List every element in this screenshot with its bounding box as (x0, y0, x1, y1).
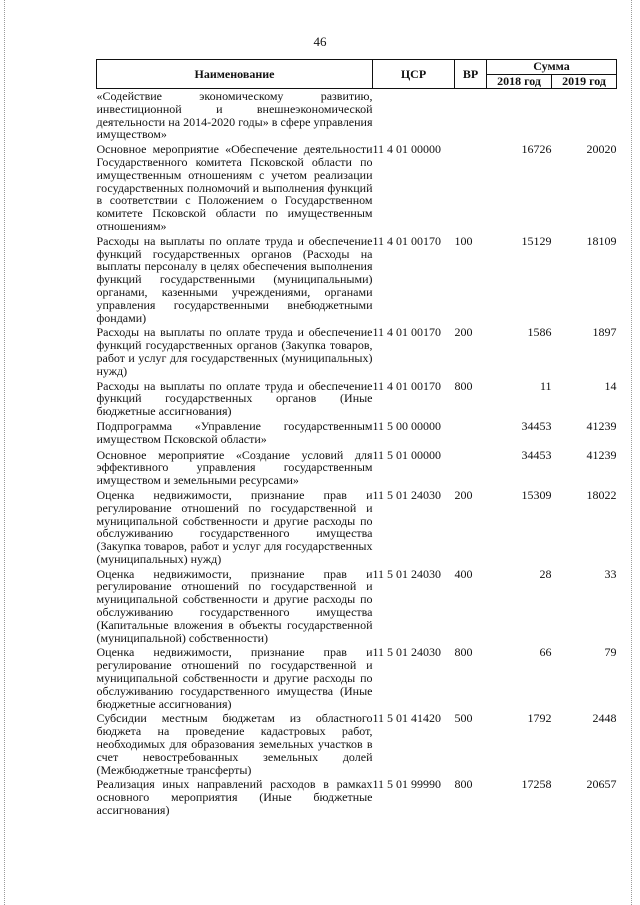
row-sum-2019: 2448 (592, 711, 617, 726)
table-row (97, 326, 617, 379)
table-body (97, 89, 617, 819)
row-csr: 11 5 00 00000 (372, 418, 442, 433)
row-sum-2018 (487, 89, 552, 144)
row-sum-2019: 41239 (586, 447, 617, 462)
header-csr: ЦСР (373, 60, 455, 89)
row-csr: 11 4 01 00170 (372, 325, 442, 340)
row-sum-2018: 1586 (527, 325, 552, 340)
row-name: Расходы на выплаты по оплате труда и обеспечение функций государственных органов (Расходы на выплаты персоналу в целях обеспечения выполнения функций государственными (муниципальными) органами, казенными учреждениями, органами управления государственными внебюджетными фондами) (96, 233, 373, 325)
header-name: Наименование (97, 60, 373, 89)
row-csr: 11 5 01 00000 (372, 447, 442, 462)
row-name: Оценка недвижимости, признание прав и регулирование отношений по государственной и муниципальной собственности и другие расходы по обслуживанию государственного имущества (Закупка товаров, работ и услуг для государственных (муниципальных) нужд) (96, 487, 373, 566)
row-sum-2018: 34453 (521, 447, 552, 462)
budget-table (96, 59, 617, 819)
row-sum-2018: 11 (539, 378, 552, 393)
row-sum-2018: 34453 (521, 418, 552, 433)
row-sum-2019: 20020 (586, 142, 617, 157)
row-sum-2019: 33 (604, 566, 617, 581)
table-row (97, 646, 617, 712)
table-row (97, 235, 617, 327)
row-vr (455, 143, 487, 235)
row-vr: 500 (454, 711, 473, 726)
row-sum-2019: 18022 (586, 487, 617, 502)
table-row (97, 778, 617, 818)
row-vr (455, 449, 487, 489)
row-sum-2019: 18109 (586, 233, 617, 248)
table-row (97, 143, 617, 235)
row-csr (373, 89, 455, 144)
row-vr (455, 89, 487, 144)
row-sum-2018: 16726 (521, 142, 552, 157)
row-vr: 200 (454, 487, 473, 502)
row-name: Реализация иных направлений расходов в рамках основного мероприятия (Иные бюджетные ассигнования) (96, 777, 373, 818)
table-row (97, 489, 617, 568)
page-number: 46 (313, 34, 327, 49)
row-name: Оценка недвижимости, признание прав и регулирование отношений по государственной и муниципальной собственности и другие расходы по обслуживанию государственного имущества (Капитальные вложения в объекты государственной (муниципальной) собственности) (96, 566, 373, 645)
row-sum-2019: 1897 (592, 325, 617, 340)
row-csr: 11 4 01 00170 (372, 378, 442, 393)
row-vr (455, 420, 487, 449)
row-vr: 800 (454, 645, 473, 660)
row-sum-2018: 17258 (521, 777, 552, 792)
row-csr: 11 5 01 24030 (372, 487, 442, 502)
header-year-2019: 2019 год (552, 74, 617, 89)
row-sum-2019: 20657 (586, 777, 617, 792)
header-sum: Сумма (487, 60, 617, 75)
row-sum-2019: 14 (604, 378, 617, 393)
row-csr: 11 5 01 41420 (372, 711, 442, 726)
row-csr: 11 5 01 99990 (372, 777, 442, 792)
row-name: Основное мероприятие «Обеспечение деятельности Государственного комитета Псковской области по имущественным отношениям с учетом реализации государственных полномочий и выполнения функций в соответствии с Положением о Государственном комитете Псковской области по имущественным отношениям» (96, 142, 373, 233)
row-vr: 800 (454, 378, 473, 393)
row-sum-2019: 79 (604, 645, 617, 660)
table-row (97, 89, 617, 144)
row-csr: 11 5 01 24030 (372, 566, 442, 581)
row-sum-2018: 15309 (521, 487, 552, 502)
row-vr: 100 (454, 233, 473, 248)
row-vr: 200 (454, 325, 473, 340)
row-name: Расходы на выплаты по оплате труда и обеспечение функций государственных органов (Иные бюджетные ассигнования) (96, 378, 373, 419)
row-vr: 400 (454, 566, 473, 581)
row-sum-2018: 28 (539, 566, 552, 581)
row-name: Оценка недвижимости, признание прав и регулирование отношений по государственной и муниципальной собственности и другие расходы по обслуживанию государственного имущества (Иные бюджетные ассигнования) (96, 645, 373, 711)
row-csr: 11 5 01 24030 (372, 645, 442, 660)
table-row (97, 420, 617, 449)
row-name: Субсидии местным бюджетам из областного бюджета на проведение кадастровых работ, необходимых для образования земельных участков в счет невостребованных земельных долей (Межбюджетные трансферты) (96, 711, 373, 777)
left-scan-edge (4, 0, 5, 905)
row-vr: 800 (454, 777, 473, 792)
row-csr: 11 4 01 00170 (372, 233, 442, 248)
header-vr: ВР (455, 60, 487, 89)
row-name: «Содействие экономическому развитию, инвестиционной и внешнеэкономической деятельности на 2014-2020 годы» в сфере управления имуществом» (96, 89, 373, 142)
row-name: Подпрограмма «Управление государственным имуществом Псковской области» (96, 418, 373, 446)
row-csr: 11 4 01 00000 (372, 142, 442, 157)
row-sum-2019: 41239 (586, 418, 617, 433)
row-sum-2018: 66 (539, 645, 552, 660)
row-sum-2018: 15129 (521, 233, 552, 248)
table-row (97, 449, 617, 489)
row-name: Расходы на выплаты по оплате труда и обеспечение функций государственных органов (Закупка товаров, работ и услуг для государственных (муниципальных) нужд) (96, 325, 373, 378)
table-header (97, 60, 617, 89)
table-row (97, 568, 617, 647)
row-name: Основное мероприятие «Создание условий для эффективного управления государственным имуществом и земельными ресурсами» (96, 447, 373, 488)
table-row (97, 712, 617, 778)
table-row (97, 380, 617, 420)
row-sum-2019 (552, 89, 617, 144)
row-sum-2018: 1792 (527, 711, 552, 726)
header-year-2018: 2018 год (487, 74, 552, 89)
right-scan-edge (631, 0, 632, 905)
